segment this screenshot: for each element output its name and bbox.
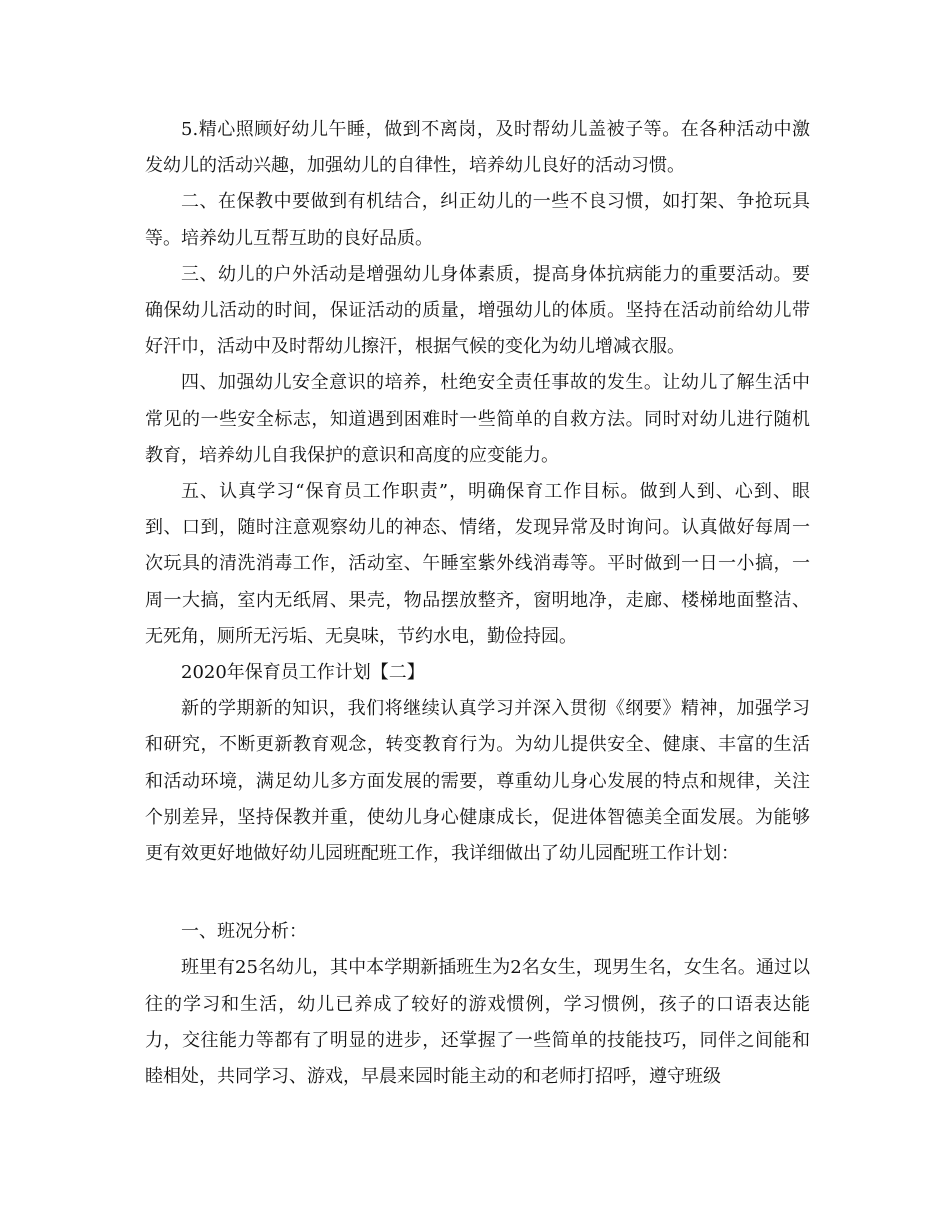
paragraph-duties: 五、认真学习“保育员工作职责”，明确保育工作目标。做到人到、心到、眼到、口到，随时注意观察幼儿的神态、情绪，发现异常及时询问。认真做好每周一次玩具的清洗消毒工作，活动室、午睡室紫外线消毒等。平时做到一日一小搞，一周一大搞，室内无纸屑、果壳，物品摆放整齐，窗明地净，走廊、楼梯地面整洁、无死角，厕所无污垢、无臭味，节约水电，勤俭持园。 — [145, 481, 810, 647]
document-page — [145, 112, 810, 1095]
paragraph-habits: 二、在保教中要做到有机结合，纠正幼儿的一些不良习惯，如打架、争抢玩具等。培养幼儿互帮互助的良好品质。 — [145, 191, 810, 249]
section-title: 2020年保育员工作计划【二】 — [181, 662, 425, 684]
paragraph-class-status: 班里有25名幼儿，其中本学期新插班生为2名女生，现男生名，女生名。通过以往的学习和生活，幼儿已养成了较好的游戏惯例，学习惯例，孩子的口语表达能力，交往能力等都有了明显的进步，还掌握了一些简单的技能技巧，同伴之间能和睦相处，共同学习、游戏，早晨来园时能主动的和老师打招呼，遵守班级 — [145, 957, 810, 1088]
paragraph-outdoor-activity: 三、幼儿的户外活动是增强幼儿身体素质，提高身体抗病能力的重要活动。要确保幼儿活动的时间，保证活动的质量，增强幼儿的体质。坚持在活动前给幼儿带好汗巾，活动中及时帮幼儿擦汗，根据气候的变化为幼儿增减衣服。 — [145, 263, 810, 358]
paragraph-nap-care: 5.精心照顾好幼儿午睡，做到不离岗，及时帮幼儿盖被子等。在各种活动中激发幼儿的活动兴趣，加强幼儿的自律性，培养幼儿良好的活动习惯。 — [145, 119, 810, 177]
paragraph-safety: 四、加强幼儿安全意识的培养，杜绝安全责任事故的发生。让幼儿了解生活中常见的一些安全标志，知道遇到困难时一些简单的自救方法。同时对幼儿进行随机教育，培养幼儿自我保护的意识和高度的应变能力。 — [145, 372, 810, 466]
paragraph-semester-intro: 新的学期新的知识，我们将继续认真学习并深入贯彻《纲要》精神，加强学习和研究，不断更新教育观念，转变教育行为。为幼儿提供安全、健康、丰富的生活和活动环境，满足幼儿多方面发展的需要，尊重幼儿身心发展的特点和规律，关注个别差异，坚持保教并重，使幼儿身心健康成长，促进体智德美全面发展。为能够更有效更好地做好幼儿园班配班工作，我详细做出了幼儿园配班工作计划： — [145, 698, 810, 865]
subsection-class-analysis: 一、班况分析： — [181, 921, 307, 943]
blank-line — [145, 872, 810, 914]
